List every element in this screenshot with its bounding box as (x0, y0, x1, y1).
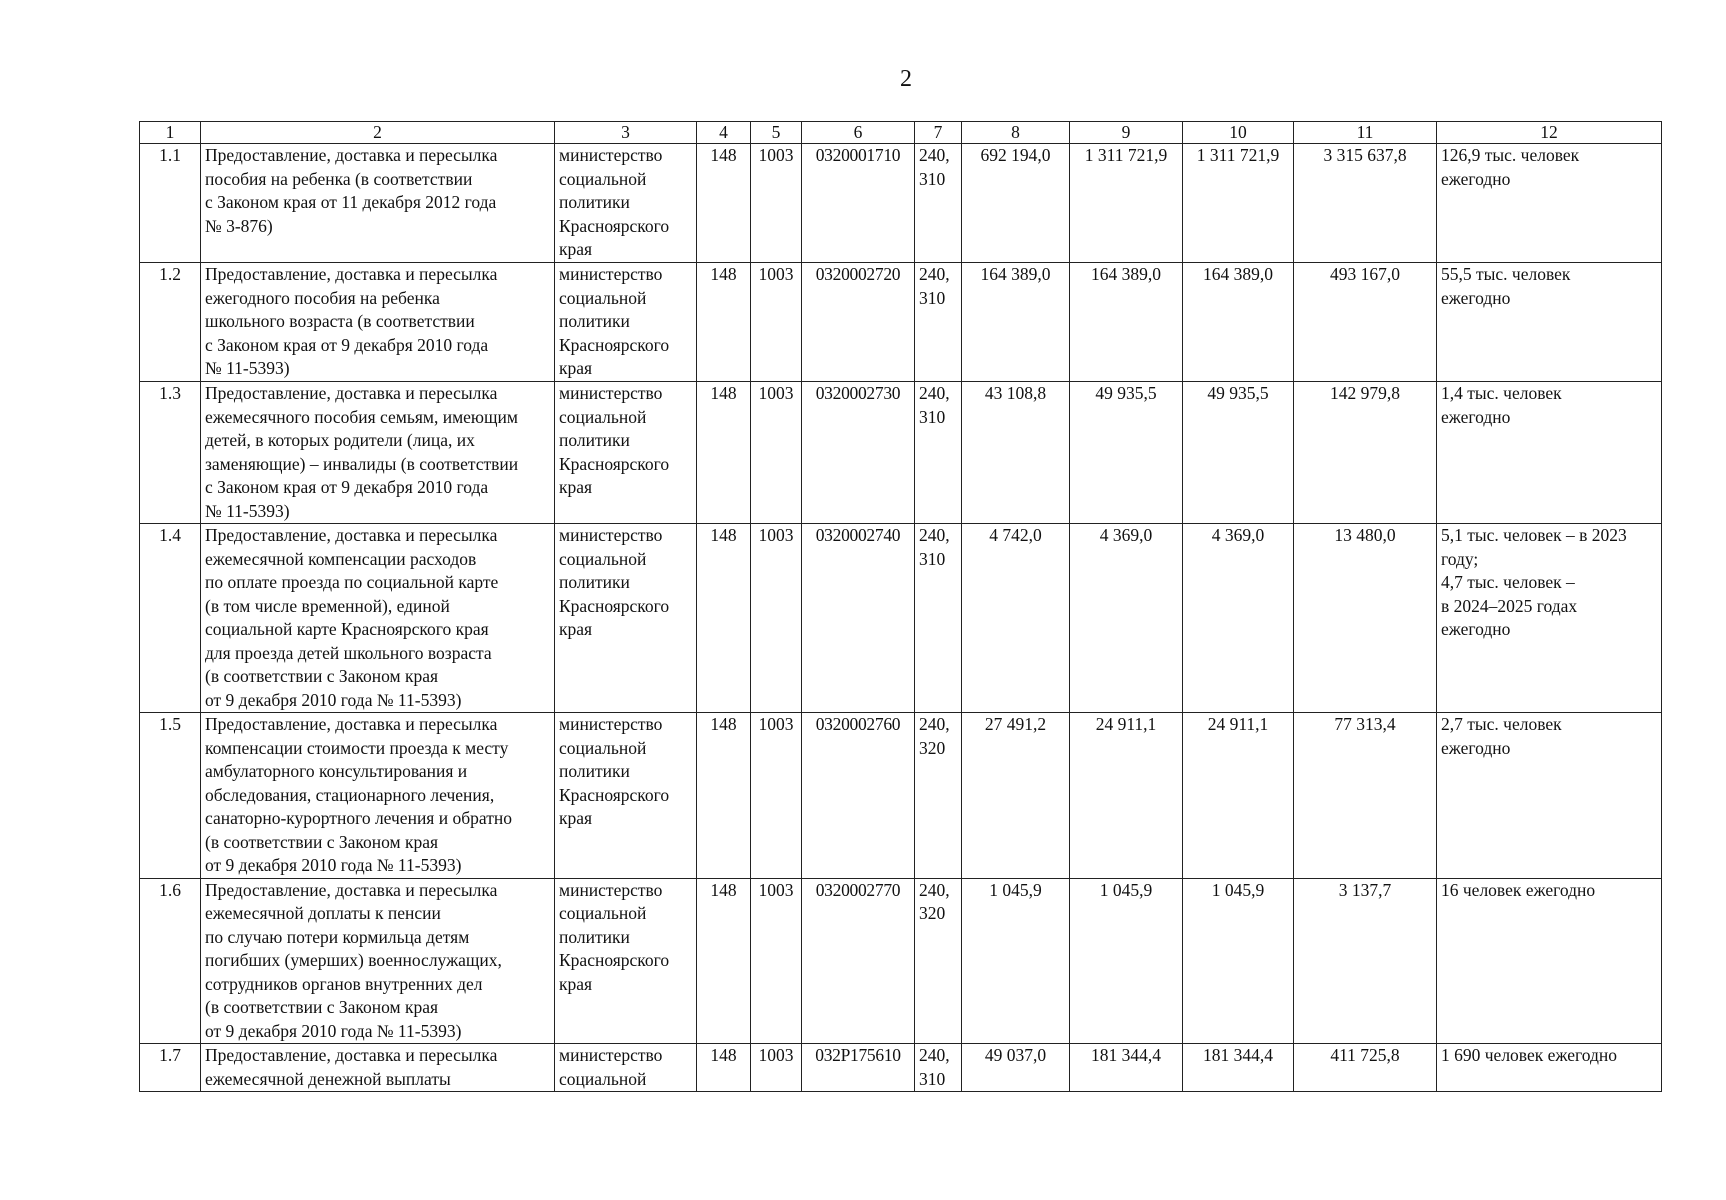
executor-cell (555, 144, 697, 263)
column-header: 8 (962, 122, 1070, 144)
amount-col-8-cell: 692 194,0 (962, 144, 1070, 263)
row-number-cell: 1.5 (140, 713, 201, 879)
measure-name-line: санаторно-курортного лечения и обратно (205, 808, 512, 828)
target-article-cell: 0320002760 (802, 713, 915, 879)
budget-table (139, 121, 1662, 1092)
measure-name-line: Предоставление, доставка и пересылка (205, 1045, 498, 1065)
measure-name-line: для проезда детей школьного возраста (205, 642, 492, 663)
column-header: 10 (1183, 122, 1294, 144)
measure-name-line: № 11-5393) (205, 358, 290, 378)
measure-name-line: компенсации стоимости проезда к месту (205, 737, 509, 758)
executor-line: министерство (559, 1045, 663, 1065)
expected-result-line: ежегодно (1441, 287, 1511, 308)
measure-name-line: Предоставление, доставка и пересылка (205, 879, 498, 900)
amount-col-8-cell: 27 491,2 (962, 713, 1070, 879)
table-header-row (140, 122, 1662, 144)
expense-type-cell (915, 713, 962, 879)
expense-type-line: 310 (919, 548, 946, 569)
table-row (140, 878, 1662, 1044)
measure-name-cell (201, 263, 555, 382)
measure-name-line: (в соответствии с Законом края (205, 831, 439, 852)
section-code-cell: 1003 (751, 144, 802, 263)
target-article-cell: 0320002740 (802, 524, 915, 713)
amount-total-cell: 493 167,0 (1294, 263, 1437, 382)
expense-type-line: 240, (919, 879, 950, 900)
table-row (140, 263, 1662, 382)
executor-line: политики (559, 311, 630, 331)
amount-col-8-cell: 4 742,0 (962, 524, 1070, 713)
executor-line: политики (559, 430, 630, 450)
amount-col-10-cell: 24 911,1 (1183, 713, 1294, 879)
amount-total-cell: 142 979,8 (1294, 382, 1437, 524)
measure-name-line: с Законом края от 9 декабря 2010 года (205, 334, 489, 355)
executor-line: министерство (559, 525, 663, 545)
amount-col-8-cell: 43 108,8 (962, 382, 1070, 524)
row-number-cell: 1.1 (140, 144, 201, 263)
chapter-code-cell: 148 (697, 1044, 751, 1092)
expected-result-cell (1437, 382, 1662, 524)
amount-col-9-cell: 1 045,9 (1070, 878, 1183, 1044)
measure-name-line: школьного возраста (в соответствии (205, 311, 475, 331)
target-article-cell: 0320002730 (802, 382, 915, 524)
expected-result-cell (1437, 878, 1662, 1044)
expense-type-cell (915, 144, 962, 263)
expense-type-cell (915, 382, 962, 524)
executor-line: края (559, 358, 593, 378)
measure-name-cell (201, 382, 555, 524)
expense-type-line: 310 (919, 287, 946, 308)
executor-line: министерство (559, 879, 663, 900)
expected-result-line: ежегодно (1441, 619, 1511, 639)
amount-col-9-cell: 181 344,4 (1070, 1044, 1183, 1092)
measure-name-cell (201, 713, 555, 879)
page-number: 2 (900, 66, 912, 92)
measure-name-line: ежегодного пособия на ребенка (205, 287, 440, 308)
expected-result-line: 1,4 тыс. человек (1441, 383, 1562, 403)
chapter-code-cell: 148 (697, 878, 751, 1044)
column-header: 12 (1437, 122, 1662, 144)
table-row (140, 382, 1662, 524)
measure-name-line: пособия на ребенка (в соответствии (205, 168, 473, 189)
section-code-cell: 1003 (751, 878, 802, 1044)
measure-name-line: Предоставление, доставка и пересылка (205, 383, 498, 403)
measure-name-line: детей, в которых родители (лица, их (205, 430, 475, 450)
measure-name-line: сотрудников органов внутренних дел (205, 973, 483, 994)
executor-line: края (559, 808, 593, 828)
amount-col-9-cell: 1 311 721,9 (1070, 144, 1183, 263)
expense-type-cell (915, 524, 962, 713)
amount-col-10-cell: 4 369,0 (1183, 524, 1294, 713)
amount-col-10-cell: 1 045,9 (1183, 878, 1294, 1044)
expense-type-cell (915, 263, 962, 382)
column-header: 9 (1070, 122, 1183, 144)
column-header: 7 (915, 122, 962, 144)
measure-name-line: Предоставление, доставка и пересылка (205, 714, 498, 734)
executor-line: социальной (559, 287, 647, 308)
measure-name-line: ежемесячной денежной выплаты (205, 1068, 451, 1089)
expected-result-cell (1437, 144, 1662, 263)
measure-name-line: (в том числе временной), единой (205, 595, 450, 616)
target-article-cell: 0320001710 (802, 144, 915, 263)
measure-name-line: от 9 декабря 2010 года № 11-5393) (205, 855, 462, 875)
measure-name-cell (201, 144, 555, 263)
executor-line: министерство (559, 383, 663, 403)
expense-type-line: 240, (919, 525, 950, 545)
column-header: 3 (555, 122, 697, 144)
expected-result-line: в 2024–2025 годах (1441, 595, 1578, 616)
expense-type-line: 310 (919, 406, 946, 427)
amount-total-cell: 411 725,8 (1294, 1044, 1437, 1092)
expense-type-line: 320 (919, 737, 946, 758)
expected-result-cell (1437, 1044, 1662, 1092)
row-number-cell: 1.7 (140, 1044, 201, 1092)
expense-type-line: 240, (919, 145, 950, 165)
executor-line: Красноярского (559, 334, 670, 355)
target-article-cell: 0320002720 (802, 263, 915, 382)
amount-total-cell: 3 315 637,8 (1294, 144, 1437, 263)
executor-line: Красноярского (559, 784, 670, 805)
amount-col-10-cell: 181 344,4 (1183, 1044, 1294, 1092)
measure-name-line: (в соответствии с Законом края (205, 666, 439, 686)
expected-result-line: 55,5 тыс. человек (1441, 264, 1571, 284)
amount-total-cell: 77 313,4 (1294, 713, 1437, 879)
amount-col-9-cell: 49 935,5 (1070, 382, 1183, 524)
executor-cell (555, 263, 697, 382)
expense-type-line: 320 (919, 903, 946, 923)
executor-line: министерство (559, 714, 663, 734)
executor-line: социальной (559, 903, 647, 923)
executor-line: социальной (559, 168, 647, 189)
executor-line: социальной (559, 548, 647, 569)
measure-name-cell (201, 878, 555, 1044)
measure-name-line: по случаю потери кормильца детям (205, 926, 470, 947)
expense-type-line: 310 (919, 1068, 946, 1089)
chapter-code-cell: 148 (697, 524, 751, 713)
section-code-cell: 1003 (751, 713, 802, 879)
section-code-cell: 1003 (751, 1044, 802, 1092)
section-code-cell: 1003 (751, 524, 802, 713)
executor-line: края (559, 239, 593, 259)
column-header: 5 (751, 122, 802, 144)
expense-type-line: 240, (919, 1045, 950, 1065)
expected-result-line: 16 человек ежегодно (1441, 879, 1596, 900)
measure-name-line: по оплате проезда по социальной карте (205, 572, 499, 592)
table-body (140, 144, 1662, 1092)
measure-name-line: Предоставление, доставка и пересылка (205, 145, 498, 165)
executor-line: Красноярского (559, 453, 670, 474)
amount-total-cell: 3 137,7 (1294, 878, 1437, 1044)
measure-name-line: погибших (умерших) военнослужащих, (205, 950, 502, 970)
executor-line: Красноярского (559, 950, 670, 970)
executor-line: края (559, 619, 593, 639)
expense-type-line: 240, (919, 264, 950, 284)
row-number-cell: 1.3 (140, 382, 201, 524)
column-header: 11 (1294, 122, 1437, 144)
expected-result-line: ежегодно (1441, 406, 1511, 427)
measure-name-line: № 11-5393) (205, 500, 290, 521)
amount-col-10-cell: 49 935,5 (1183, 382, 1294, 524)
measure-name-line: Предоставление, доставка и пересылка (205, 525, 498, 545)
executor-cell (555, 878, 697, 1044)
expected-result-line: ежегодно (1441, 168, 1511, 189)
expected-result-line: 4,7 тыс. человек – (1441, 572, 1575, 592)
measure-name-line: Предоставление, доставка и пересылка (205, 264, 498, 284)
measure-name-line: с Законом края от 11 декабря 2012 года (205, 192, 497, 212)
measure-name-line: с Законом края от 9 декабря 2010 года (205, 477, 489, 497)
expected-result-cell (1437, 263, 1662, 382)
column-header: 1 (140, 122, 201, 144)
executor-cell (555, 1044, 697, 1092)
executor-line: социальной (559, 1068, 647, 1089)
expected-result-line: 5,1 тыс. человек – в 2023 (1441, 525, 1627, 545)
row-number-cell: 1.6 (140, 878, 201, 1044)
amount-col-8-cell: 164 389,0 (962, 263, 1070, 382)
amount-col-8-cell: 1 045,9 (962, 878, 1070, 1044)
expected-result-cell (1437, 524, 1662, 713)
target-article-cell: 0320002770 (802, 878, 915, 1044)
table-row (140, 524, 1662, 713)
table-row (140, 713, 1662, 879)
chapter-code-cell: 148 (697, 713, 751, 879)
executor-line: края (559, 973, 593, 994)
expense-type-cell (915, 1044, 962, 1092)
amount-col-8-cell: 49 037,0 (962, 1044, 1070, 1092)
section-code-cell: 1003 (751, 263, 802, 382)
measure-name-line: ежемесячной доплаты к пенсии (205, 903, 441, 923)
measure-name-cell (201, 524, 555, 713)
amount-total-cell: 13 480,0 (1294, 524, 1437, 713)
executor-cell (555, 524, 697, 713)
measure-name-line: № 3-876) (205, 215, 273, 236)
amount-col-9-cell: 4 369,0 (1070, 524, 1183, 713)
executor-cell (555, 713, 697, 879)
measure-name-line: обследования, стационарного лечения, (205, 784, 495, 805)
measure-name-line: (в соответствии с Законом края (205, 997, 439, 1017)
executor-cell (555, 382, 697, 524)
executor-line: политики (559, 572, 630, 592)
chapter-code-cell: 148 (697, 263, 751, 382)
expense-type-line: 310 (919, 168, 946, 189)
measure-name-line: заменяющие) – инвалиды (в соответствии (205, 453, 519, 474)
executor-line: политики (559, 761, 630, 781)
table-row (140, 144, 1662, 263)
expense-type-line: 240, (919, 383, 950, 403)
measure-name-line: от 9 декабря 2010 года № 11-5393) (205, 689, 462, 710)
expected-result-line: 1 690 человек ежегодно (1441, 1045, 1618, 1065)
executor-line: социальной (559, 737, 647, 758)
table-row (140, 1044, 1662, 1092)
executor-line: социальной (559, 406, 647, 427)
target-article-cell: 032P175610 (802, 1044, 915, 1092)
expected-result-line: 126,9 тыс. человек (1441, 145, 1580, 165)
executor-line: Красноярского (559, 595, 670, 616)
amount-col-9-cell: 164 389,0 (1070, 263, 1183, 382)
executor-line: министерство (559, 264, 663, 284)
amount-col-10-cell: 164 389,0 (1183, 263, 1294, 382)
measure-name-line: социальной карте Красноярского края (205, 619, 489, 639)
expected-result-line: году; (1441, 548, 1479, 569)
executor-line: края (559, 477, 593, 497)
measure-name-cell (201, 1044, 555, 1092)
expected-result-cell (1437, 713, 1662, 879)
chapter-code-cell: 148 (697, 144, 751, 263)
column-header: 2 (201, 122, 555, 144)
expected-result-line: ежегодно (1441, 737, 1511, 758)
column-header: 4 (697, 122, 751, 144)
expense-type-cell (915, 878, 962, 1044)
column-header: 6 (802, 122, 915, 144)
amount-col-9-cell: 24 911,1 (1070, 713, 1183, 879)
executor-line: политики (559, 192, 630, 212)
row-number-cell: 1.4 (140, 524, 201, 713)
executor-line: Красноярского (559, 215, 670, 236)
section-code-cell: 1003 (751, 382, 802, 524)
amount-col-10-cell: 1 311 721,9 (1183, 144, 1294, 263)
expected-result-line: 2,7 тыс. человек (1441, 714, 1562, 734)
executor-line: министерство (559, 145, 663, 165)
chapter-code-cell: 148 (697, 382, 751, 524)
row-number-cell: 1.2 (140, 263, 201, 382)
measure-name-line: амбулаторного консультирования и (205, 761, 468, 781)
measure-name-line: ежемесячного пособия семьям, имеющим (205, 406, 518, 427)
measure-name-line: от 9 декабря 2010 года № 11-5393) (205, 1020, 462, 1041)
executor-line: политики (559, 926, 630, 947)
expense-type-line: 240, (919, 714, 950, 734)
measure-name-line: ежемесячной компенсации расходов (205, 548, 477, 569)
